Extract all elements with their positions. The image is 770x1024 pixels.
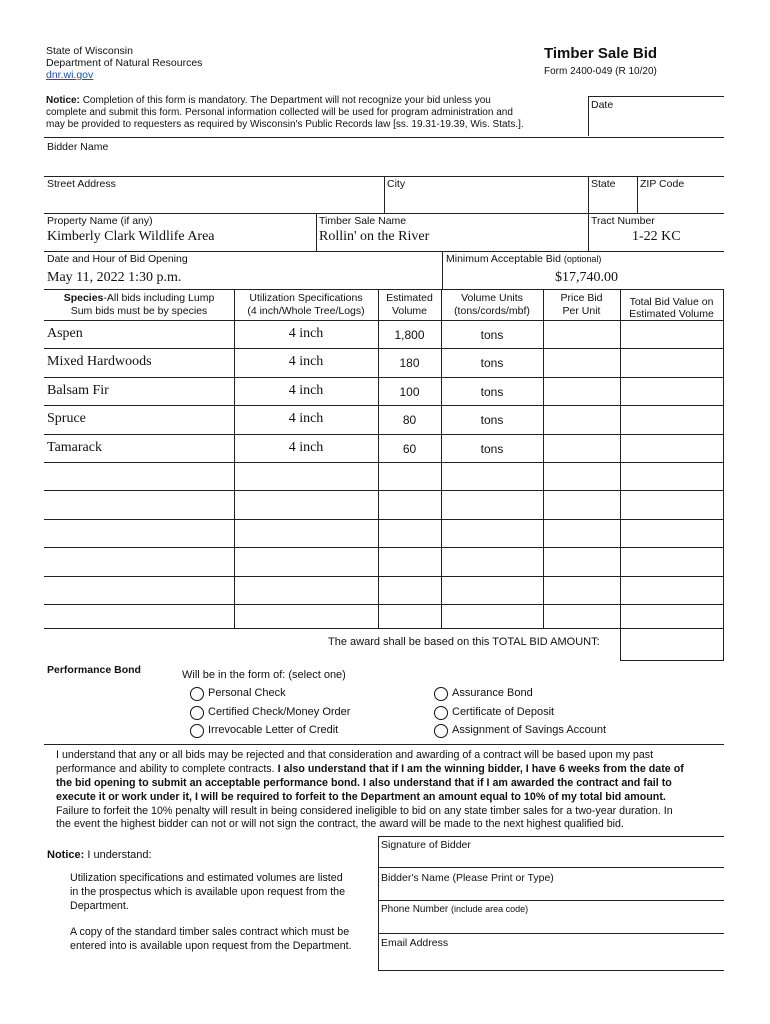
notice2-item1-l3: Department. — [70, 900, 129, 912]
cell-units[interactable] — [441, 470, 543, 488]
cell-units[interactable] — [441, 527, 543, 545]
cell-units[interactable]: tons — [480, 442, 504, 456]
cell-units[interactable] — [441, 555, 543, 573]
agency-state: State of Wisconsin — [46, 45, 133, 57]
street-label: Street Address — [47, 178, 116, 190]
table-row-rule — [44, 320, 724, 321]
sig-rule-4 — [378, 970, 724, 971]
header-price-line2: Per Unit — [562, 305, 601, 317]
cell-util[interactable] — [234, 496, 378, 514]
header-total-line2: Estimated Volume — [629, 308, 714, 320]
table-row-rule — [44, 604, 724, 605]
date-box-top — [588, 96, 724, 97]
rule-bid-top — [44, 251, 724, 252]
state-label: State — [591, 178, 616, 190]
zip-label: ZIP Code — [640, 178, 685, 190]
sig-block-left — [378, 836, 379, 971]
cell-volume[interactable] — [378, 498, 441, 516]
cell-util[interactable]: 4 inch — [288, 383, 324, 398]
cell-volume[interactable]: 100 — [399, 385, 420, 399]
date-field[interactable] — [592, 112, 720, 134]
bond-option-label[interactable]: Personal Check — [208, 687, 286, 699]
cell-total[interactable] — [620, 385, 723, 403]
email-label: Email Address — [381, 937, 449, 949]
bond-option-label[interactable]: Certificate of Deposit — [452, 706, 555, 718]
total-box-bottom — [620, 660, 724, 661]
cell-price[interactable] — [543, 356, 620, 374]
cell-units[interactable]: tons — [480, 356, 504, 370]
signature-field[interactable] — [382, 852, 722, 866]
bond-radio-certificate-of-deposit[interactable] — [434, 706, 448, 720]
understand-line-2a: performance and ability to complete contracts. — [56, 763, 278, 775]
cell-species[interactable] — [47, 468, 232, 486]
header-total-line1: Total Bid Value on — [629, 296, 714, 308]
notice-text-1: Completion of this form is mandatory. The Department will not recognize your bid unless you — [82, 95, 491, 106]
tract-value[interactable]: 1-22 KC — [632, 229, 681, 244]
city-field[interactable] — [388, 192, 585, 211]
bidder-name-field[interactable] — [47, 154, 717, 174]
cell-volume[interactable] — [378, 555, 441, 573]
table-bottom-rule — [44, 628, 724, 629]
notice2-label: Notice: — [47, 849, 85, 861]
notice2-item1-l2: in the prospectus which is available upon request from the — [70, 886, 346, 898]
notice-line-3: may be provided to requesters as required by Wisconsin's Public Records law [ss. 19.31-19.39, Wis. Stats.]. — [46, 119, 524, 130]
sig-rule-1 — [378, 867, 724, 868]
min-bid-label — [446, 253, 601, 265]
cell-price[interactable] — [543, 527, 620, 545]
table-row-rule — [44, 490, 724, 491]
table-row-rule — [44, 348, 724, 349]
cell-species[interactable] — [47, 582, 232, 600]
street-field[interactable] — [47, 192, 381, 211]
bidder-print-name-field[interactable] — [382, 885, 722, 899]
table-row-rule — [44, 576, 724, 577]
header-util — [234, 292, 378, 318]
header-price-line1: Price Bid — [560, 292, 603, 304]
header-est-volume — [378, 292, 441, 318]
cell-species[interactable]: Spruce — [47, 411, 86, 426]
cell-price[interactable] — [543, 413, 620, 431]
bond-radio-assurance-bond[interactable] — [434, 687, 448, 701]
agency-url-text[interactable]: dnr.wi.gov — [46, 69, 94, 81]
form-number: Form 2400-049 (R 10/20) — [544, 66, 657, 77]
divider-state — [588, 176, 589, 213]
understand-line-1: I understand that any or all bids may be rejected and that consideration and awarding of a contract will be based upon my past — [56, 749, 654, 761]
bond-prompt: Will be in the form of: (select one) — [182, 669, 346, 681]
sig-rule-3 — [378, 933, 724, 934]
tract-label: Tract Number — [591, 215, 655, 227]
notice2-item2-l2: entered into is available upon request from the Department. — [70, 940, 352, 952]
cell-total[interactable] — [620, 470, 723, 488]
table-row-rule — [44, 519, 724, 520]
cell-volume[interactable] — [378, 470, 441, 488]
cell-units[interactable] — [441, 584, 543, 602]
notice2-item2-l1: A copy of the standard timber sales contract which must be — [70, 926, 350, 938]
header-species — [44, 292, 234, 318]
table-row-rule — [44, 434, 724, 435]
header-units-line2: (tons/cords/mbf) — [454, 305, 530, 317]
cell-units[interactable]: tons — [480, 328, 504, 342]
cell-units[interactable] — [441, 498, 543, 516]
table-row-rule — [44, 405, 724, 406]
header-util-line2: (4 inch/Whole Tree/Logs) — [247, 305, 365, 317]
understand-line-6: the event the highest bidder can not or will not sign the contract, the award will be made to the next highest qualified bid. — [56, 818, 624, 830]
cell-volume[interactable]: 180 — [399, 356, 420, 370]
timber-sale-label: Timber Sale Name — [319, 215, 407, 227]
min-bid-optional: (optional) — [563, 254, 602, 264]
cell-price[interactable] — [543, 328, 620, 346]
cell-total[interactable] — [620, 527, 723, 545]
total-bid-amount-field[interactable] — [622, 630, 721, 658]
bond-option-label[interactable]: Assurance Bond — [452, 687, 533, 699]
rule-bidder-top — [44, 137, 724, 138]
cell-util[interactable] — [234, 553, 378, 571]
divider-city — [384, 176, 385, 213]
cell-total[interactable] — [620, 498, 723, 516]
divider-min-bid — [442, 251, 443, 289]
phone-hint: (include area code) — [451, 904, 529, 914]
signature-label: Signature of Bidder — [381, 839, 471, 851]
bond-radio-personal-check[interactable] — [190, 687, 204, 701]
header-units-line1: Volume Units — [461, 292, 523, 304]
cell-price[interactable] — [543, 470, 620, 488]
notice2-text: I understand: — [87, 849, 152, 861]
date-box-left — [588, 96, 589, 136]
cell-volume[interactable]: 1,800 — [394, 328, 425, 342]
divider-tract — [588, 213, 589, 251]
city-label: City — [387, 178, 406, 190]
cell-price[interactable] — [543, 442, 620, 460]
cell-volume[interactable] — [378, 584, 441, 602]
cell-units[interactable]: tons — [480, 413, 504, 427]
bond-radio-irrevocable-letter-of-credit[interactable] — [190, 724, 204, 738]
table-row-rule — [44, 377, 724, 378]
cell-price[interactable] — [543, 555, 620, 573]
understand-line-4: execute it or work under it, I will be required to forfeit to the Department an amount equal to 10% of my total bid amount. — [56, 791, 666, 803]
date-label: Date — [591, 99, 614, 111]
sig-rule-2 — [378, 900, 724, 901]
bidder-name-label: Bidder Name — [47, 141, 109, 153]
understand-line-5: Failure to forfeit the 10% penalty will result in being considered ineligible to bid on any state timber sales for a two-year duration. In — [56, 805, 673, 817]
bond-radio-assignment-of-savings-account[interactable] — [434, 724, 448, 738]
zip-field[interactable] — [641, 192, 722, 211]
phone-label — [381, 904, 528, 915]
timber-sale-value[interactable]: Rollin' on the River — [319, 229, 430, 244]
cell-species[interactable] — [47, 496, 232, 514]
cell-total[interactable] — [620, 328, 723, 346]
divider-zip — [637, 176, 638, 213]
table-row-rule — [44, 547, 724, 548]
cell-total[interactable] — [620, 442, 723, 460]
cell-util[interactable] — [234, 582, 378, 600]
header-est-line1: Estimated — [386, 292, 433, 304]
divider-timber-sale — [316, 213, 317, 251]
understand-line-2b: I also understand that if I am the winning bidder, I have 6 weeks from the date of — [277, 763, 684, 775]
bond-option-label[interactable]: Certified Check/Money Order — [208, 706, 351, 718]
cell-species[interactable] — [47, 553, 232, 571]
bid-opening-value[interactable]: May 11, 2022 1:30 p.m. — [47, 270, 182, 285]
header-price-bid — [543, 292, 620, 318]
cell-volume[interactable] — [378, 527, 441, 545]
header-est-line2: Volume — [391, 305, 428, 317]
phone-field[interactable] — [382, 917, 722, 931]
state-field[interactable] — [592, 192, 635, 211]
understand-line-3: the bid opening to submit an acceptable performance bond. I also understand that if I am awarded the contract and fail to — [56, 777, 672, 789]
form-title: Timber Sale Bid — [544, 45, 658, 62]
cell-total[interactable] — [620, 555, 723, 573]
cell-species[interactable]: Mixed Hardwoods — [47, 354, 152, 369]
min-bid-label-text: Minimum Acceptable Bid — [446, 253, 561, 265]
cell-util[interactable]: 4 inch — [288, 411, 324, 426]
property-value[interactable]: Kimberly Clark Wildlife Area — [47, 229, 215, 244]
cell-price[interactable] — [543, 584, 620, 602]
notice-label: Notice: — [46, 95, 80, 106]
header-species-rest: -All bids including Lump — [103, 292, 215, 304]
cell-species[interactable] — [47, 525, 232, 543]
notice2-item-1 — [70, 871, 345, 913]
notice2-item-2 — [70, 925, 352, 953]
cell-volume[interactable]: 80 — [402, 413, 417, 427]
notice2-item1-l1: Utilization specifications and estimated volumes are listed — [70, 872, 343, 884]
phone-label-text: Phone Number — [381, 904, 449, 915]
cell-util[interactable] — [234, 525, 378, 543]
header-species-line2: Sum bids must be by species — [70, 305, 208, 317]
cell-util[interactable]: 4 inch — [288, 354, 324, 369]
cell-util[interactable] — [234, 468, 378, 486]
cell-total[interactable] — [620, 356, 723, 374]
cell-species[interactable]: Tamarack — [47, 440, 102, 455]
cell-volume[interactable]: 60 — [402, 442, 417, 456]
total-bid-text: The award shall be based on this TOTAL BID AMOUNT: — [328, 636, 600, 648]
cell-species[interactable]: Aspen — [47, 326, 83, 341]
agency-dept: Department of Natural Resources — [46, 57, 203, 69]
table-row-rule — [44, 462, 724, 463]
table-top-rule — [44, 289, 724, 290]
sig-block-top — [378, 836, 724, 837]
notice-line-1 — [46, 95, 491, 106]
agency-url-link[interactable] — [46, 69, 93, 81]
cell-total[interactable] — [620, 584, 723, 602]
understand-line-2 — [56, 763, 684, 775]
min-bid-value[interactable]: $17,740.00 — [555, 270, 618, 285]
cell-price[interactable] — [543, 498, 620, 516]
header-total-bid — [620, 296, 723, 320]
notice2-line — [47, 849, 152, 861]
header-volume-units — [441, 292, 543, 318]
bond-option-label[interactable]: Irrevocable Letter of Credit — [208, 724, 339, 736]
notice-line-2: complete and submit this form. Personal information collected will be used for program administration and — [46, 107, 513, 118]
cell-util[interactable]: 4 inch — [288, 440, 324, 455]
performance-bond-label: Performance Bond — [47, 664, 141, 676]
cell-species[interactable]: Balsam Fir — [47, 383, 109, 398]
rule-property-top — [44, 213, 724, 214]
header-species-bold: Species — [63, 292, 104, 304]
email-field[interactable] — [382, 950, 722, 966]
cell-util[interactable]: 4 inch — [288, 326, 324, 341]
header-util-line1: Utilization Specifications — [249, 292, 363, 304]
bid-opening-label: Date and Hour of Bid Opening — [47, 253, 188, 265]
property-label: Property Name (if any) — [47, 215, 153, 227]
cell-units[interactable]: tons — [480, 385, 504, 399]
bidder-print-name-label: Bidder's Name (Please Print or Type) — [381, 872, 554, 884]
bond-option-label[interactable]: Assignment of Savings Account — [452, 724, 607, 736]
bond-radio-certified-check-money-order[interactable] — [190, 706, 204, 720]
cell-price[interactable] — [543, 385, 620, 403]
rule-understand-top — [44, 744, 724, 745]
cell-total[interactable] — [620, 413, 723, 431]
